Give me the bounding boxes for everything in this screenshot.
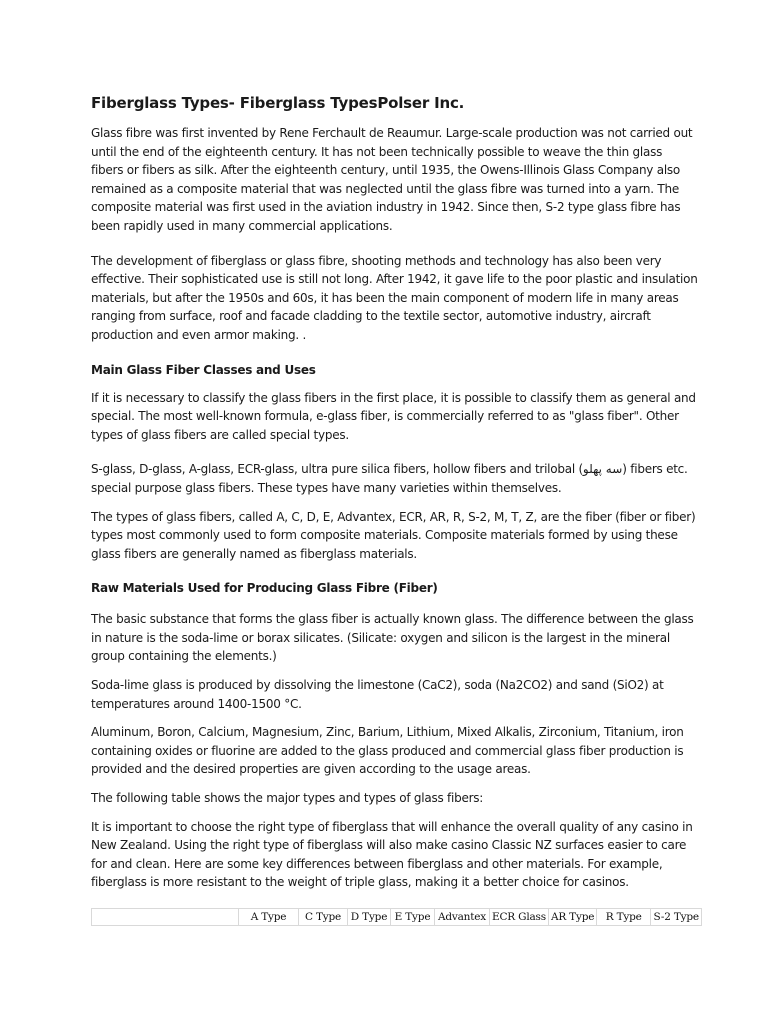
text-line: production and even armor making. . [91,327,307,342]
paragraph-casino [91,818,691,892]
text-line: effective. Their sophisticated use is still not long. After 1942, it gave life to the poor plastic and insulation [91,272,698,287]
text-line: The following table shows the major types and types of glass fibers: [91,791,484,806]
table-header-cell: ECR Glass [490,909,549,926]
text-line: group containing the elements.) [91,649,277,664]
glass-fiber-types-table [91,908,702,926]
table-header-row [92,909,702,926]
document-title: Fiberglass Types- Fiberglass TypesPolser Inc. [91,94,465,112]
table-header-cell: Advantex [435,909,490,926]
text-line: for and clean. Here are some key differences between fiberglass and other materials. For example, [91,856,663,871]
text-line: in nature is the soda-lime or borax silicates. (Silicate: oxygen and silicon is the largest in the mineral [91,630,670,645]
text-line: Aluminum, Boron, Calcium, Magnesium, Zinc, Barium, Lithium, Mixed Alkalis, Zirconium, Titanium, iron [91,725,684,740]
paragraph-classification [91,389,696,445]
text-line: glass fibers are generally named as fiberglass materials. [91,546,417,561]
text-line: The types of glass fibers, called A, C, D, E, Advantex, ECR, AR, R, S-2, M, T, Z, are the fiber (fiber or fiber) [91,509,696,524]
paragraph-development [91,252,698,345]
table-header-cell: R Type [597,909,651,926]
section-heading-raw-materials: Raw Materials Used for Producing Glass Fibre (Fiber) [91,581,438,596]
text-line: The development of fiberglass or glass fibre, shooting methods and technology has also been very [91,253,662,268]
text-line: special. The most well-known formula, e-glass fiber, is commercially referred to as "glass fiber". Other [91,409,679,424]
table-header-cell [92,909,239,926]
text-line: It is important to choose the right type of fiberglass that will enhance the overall quality of any casino in [91,819,693,834]
paragraph-special-types [91,460,691,497]
text-line: until the end of the eighteenth century. It has not been technically possible to weave the thin glass [91,144,663,159]
text-line: New Zealand. Using the right type of fiberglass will also make casino Classic NZ surfaces easier to care [91,838,687,853]
text-line: remained as a composite material that was neglected until the glass fibre was turned into a yarn. The [91,181,679,196]
table-header-cell: E Type [391,909,435,926]
text-line: been rapidly used in many commercial applications. [91,218,393,233]
table-header-cell: C Type [299,909,348,926]
text-line: Glass fibre was first invented by Rene Ferchault de Reaumur. Large-scale production was not carried out [91,126,693,140]
text-line: composite material was first used in the aviation industry in 1942. Since then, S-2 type glass fibre has [91,200,681,215]
text-line: fiberglass is more resistant to the weight of triple glass, making it a better choice for casinos. [91,875,629,890]
text-line: S-glass, D-glass, A-glass, ECR-glass, ultra pure silica fibers, hollow fibers and trilobal (سه پهلو) fibers etc. [91,462,688,477]
paragraph-fiber-list [91,508,696,564]
text-line: Soda-lime glass is produced by dissolving the limestone (CaC2), soda (Na2CO2) and sand (SiO2) at [91,678,664,693]
section-heading-classes: Main Glass Fiber Classes and Uses [91,362,316,377]
paragraph-table-intro [91,789,691,808]
paragraph-additives [91,723,691,779]
paragraph-soda-lime [91,676,691,713]
table-header-cell: AR Type [548,909,596,926]
paragraph-basic-substance [91,610,694,666]
text-line: materials, but after the 1950s and 60s, it has been the main component of modern life in many areas [91,290,679,305]
text-line: types most commonly used to form composite materials. Composite materials formed by using these [91,528,678,543]
document-body [91,92,698,902]
text-line: types of glass fibers are called special types. [91,427,349,442]
paragraph-history [91,124,691,236]
table-header-cell: A Type [239,909,299,926]
text-line: ranging from surface, roof and facade cladding to the textile sector, automotive industry, aircraft [91,309,651,324]
text-line: containing oxides or fluorine are added to the glass produced and commercial glass fiber production is [91,743,684,758]
text-line: temperatures around 1400-1500 °C. [91,696,302,711]
table-header-cell: S-2 Type [651,909,702,926]
text-line: provided and the desired properties are given according to the usage areas. [91,762,531,777]
text-line: The basic substance that forms the glass fiber is actually known glass. The difference between the glass [91,612,694,627]
text-line: If it is necessary to classify the glass fibers in the first place, it is possible to classify them as general and [91,390,696,405]
text-line: special purpose glass fibers. These types have many varieties within themselves. [91,480,562,495]
text-line: fibers or fibers as silk. After the eighteenth century, until 1935, the Owens-Illinois Glass Company also [91,163,680,178]
table-header-cell: D Type [348,909,391,926]
